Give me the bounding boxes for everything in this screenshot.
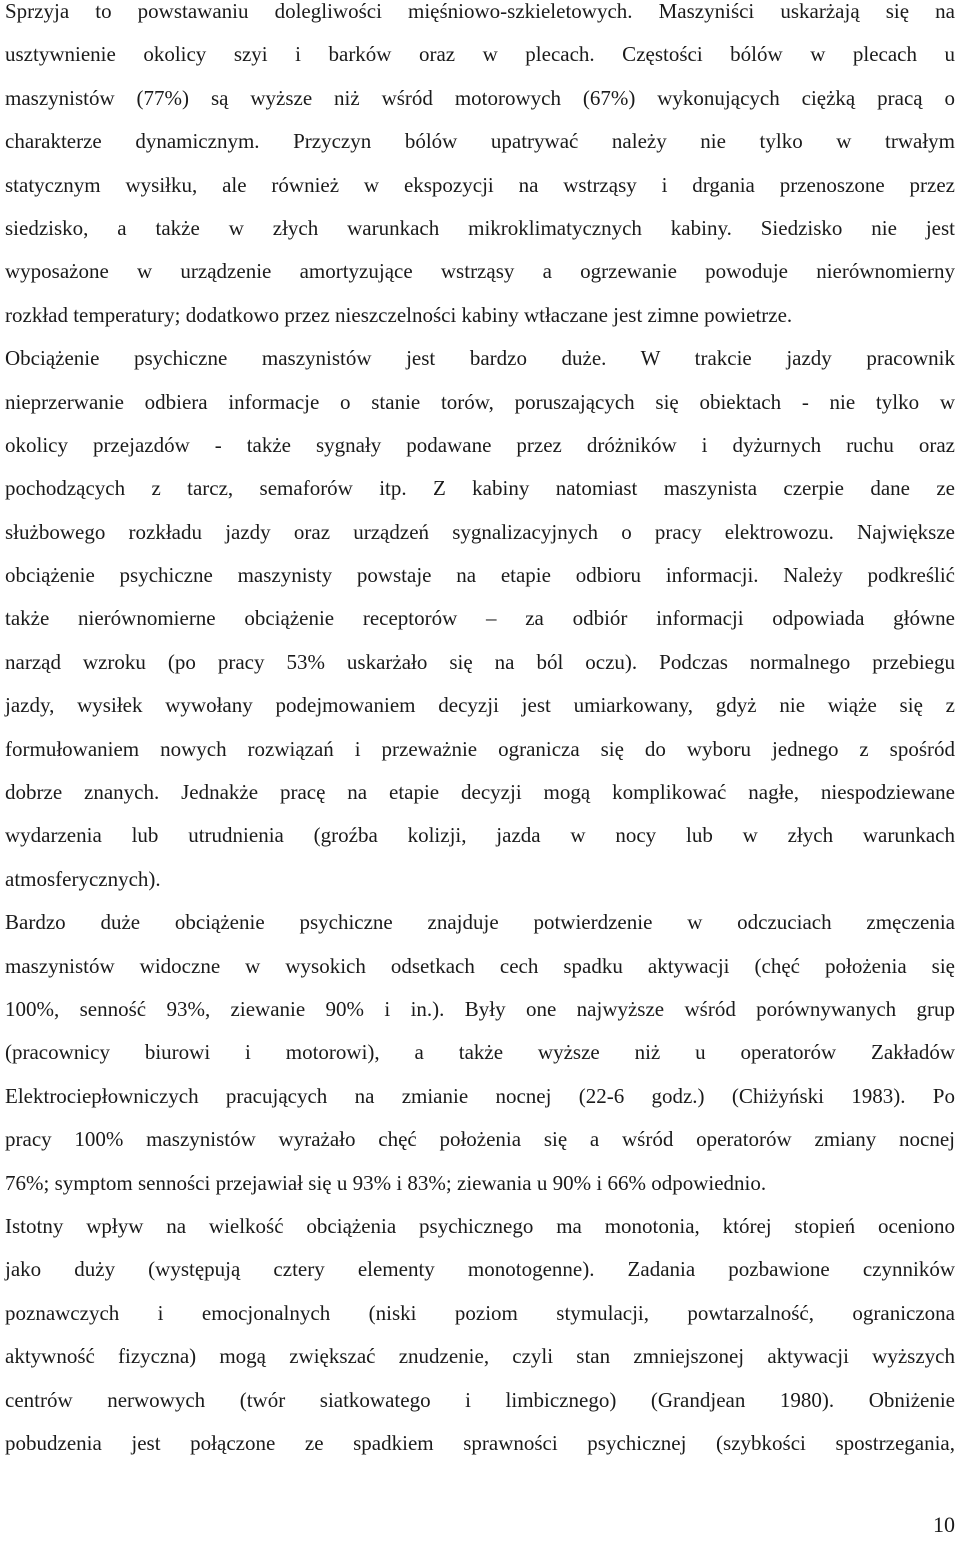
text-line: nieprzerwanie odbiera informacje o stanie torów, poruszających się obiektach - nie tylko w <box>5 389 955 414</box>
text-line: statycznym wysiłku, ale również w ekspozycji na wstrząsy i drgania przenoszone przez <box>5 172 955 197</box>
text-line: jako duży (występują cztery elementy monotogenne). Zadania pozbawione czynników <box>5 1257 955 1282</box>
text-line: usztywnienie okolicy szyi i barków oraz w plecach. Częstości bólów w plecach u <box>5 42 955 67</box>
text-line: wydarzenia lub utrudnienia (groźba kolizji, jazda w nocy lub w złych warunkach <box>5 823 955 848</box>
page-number: 10 <box>933 1512 955 1537</box>
text-line: narząd wzroku (po pracy 53% uskarżało się na ból oczu). Podczas normalnego przebiegu <box>5 649 955 674</box>
text-line: Bardzo duże obciążenie psychiczne znajduje potwierdzenie w odczuciach zmęczenia <box>5 910 955 935</box>
text-line: Istotny wpływ na wielkość obciążenia psychicznego ma monotonia, której stopień oceniono <box>5 1213 955 1238</box>
text-line: (pracownicy biurowi i motorowi), a także wyższe niż u operatorów Zakładów <box>5 1040 955 1065</box>
text-line: okolicy przejazdów - także sygnały podawane przez dróżników i dyżurnych ruchu oraz <box>5 432 955 457</box>
text-line: Elektrociepłowniczych pracujących na zmianie nocnej (22-6 godz.) (Chiżyński 1983). Po <box>5 1083 955 1108</box>
text-line: charakterze dynamicznym. Przyczyn bólów upatrywać należy nie tylko w trwałym <box>5 129 955 154</box>
text-line: atmosferycznych). <box>5 866 161 891</box>
text-line: dobrze znanych. Jednakże pracę na etapie decyzji mogą komplikować nagłe, niespodziewane <box>5 780 955 805</box>
text-line: siedzisko, a także w złych warunkach mikroklimatycznych kabiny. Siedzisko nie jest <box>5 215 955 240</box>
text-line: 76%; symptom senności przejawiał się u 93% i 83%; ziewania u 90% i 66% odpowiednio. <box>5 1170 767 1195</box>
text-line: służbowego rozkładu jazdy oraz urządzeń sygnalizacyjnych o pracy elektrowozu. Największe <box>5 519 955 544</box>
text-line: formułowaniem nowych rozwiązań i przeważnie ogranicza się do wyboru jednego z spośród <box>5 736 955 761</box>
text-line: wyposażone w urządzenie amortyzujące wstrząsy a ogrzewanie powoduje nierównomierny <box>5 259 955 284</box>
body-text <box>5 0 955 1465</box>
text-line: obciążenie psychiczne maszynisty powstaje na etapie odbioru informacji. Należy podkreślić <box>5 563 955 588</box>
text-line: pochodzących z tarcz, semaforów itp. Z kabiny natomiast maszynista czerpie dane ze <box>5 476 955 501</box>
text-line: Sprzyja to powstawaniu dolegliwości mięśniowo-szkieletowych. Maszyniści uskarżają się na <box>5 0 955 23</box>
text-line: pracy 100% maszynistów wyrażało chęć położenia się a wśród operatorów zmiany nocnej <box>5 1127 955 1152</box>
text-line: Obciążenie psychiczne maszynistów jest bardzo duże. W trakcie jazdy pracownik <box>5 346 955 371</box>
text-line: centrów nerwowych (twór siatkowatego i limbicznego) (Grandjean 1980). Obniżenie <box>5 1387 955 1412</box>
text-line: maszynistów widoczne w wysokich odsetkach cech spadku aktywacji (chęć położenia się <box>5 953 955 978</box>
text-line: pobudzenia jest połączone ze spadkiem sprawności psychicznej (szybkości spostrzegania, <box>5 1430 955 1455</box>
text-line: poznawczych i emocjonalnych (niski poziom stymulacji, powtarzalność, ograniczona <box>5 1300 955 1325</box>
text-line: maszynistów (77%) są wyższe niż wśród motorowych (67%) wykonujących ciężką pracą o <box>5 85 955 110</box>
text-line: jazdy, wysiłek wywołany podejmowaniem decyzji jest umiarkowany, gdyż nie wiąże się z <box>5 693 955 718</box>
text-line: 100%, senność 93%, ziewanie 90% i in.). Były one najwyższe wśród porównywanych grup <box>5 996 955 1021</box>
text-line: aktywność fizyczna) mogą zwiększać znudzenie, czyli stan zmniejszonej aktywacji wyższych <box>5 1344 955 1369</box>
text-line: rozkład temperatury; dodatkowo przez nieszczelności kabiny wtłaczane jest zimne powietrze. <box>5 302 793 327</box>
text-line: także nierównomierne obciążenie receptorów – za odbiór informacji odpowiada główne <box>5 606 955 631</box>
